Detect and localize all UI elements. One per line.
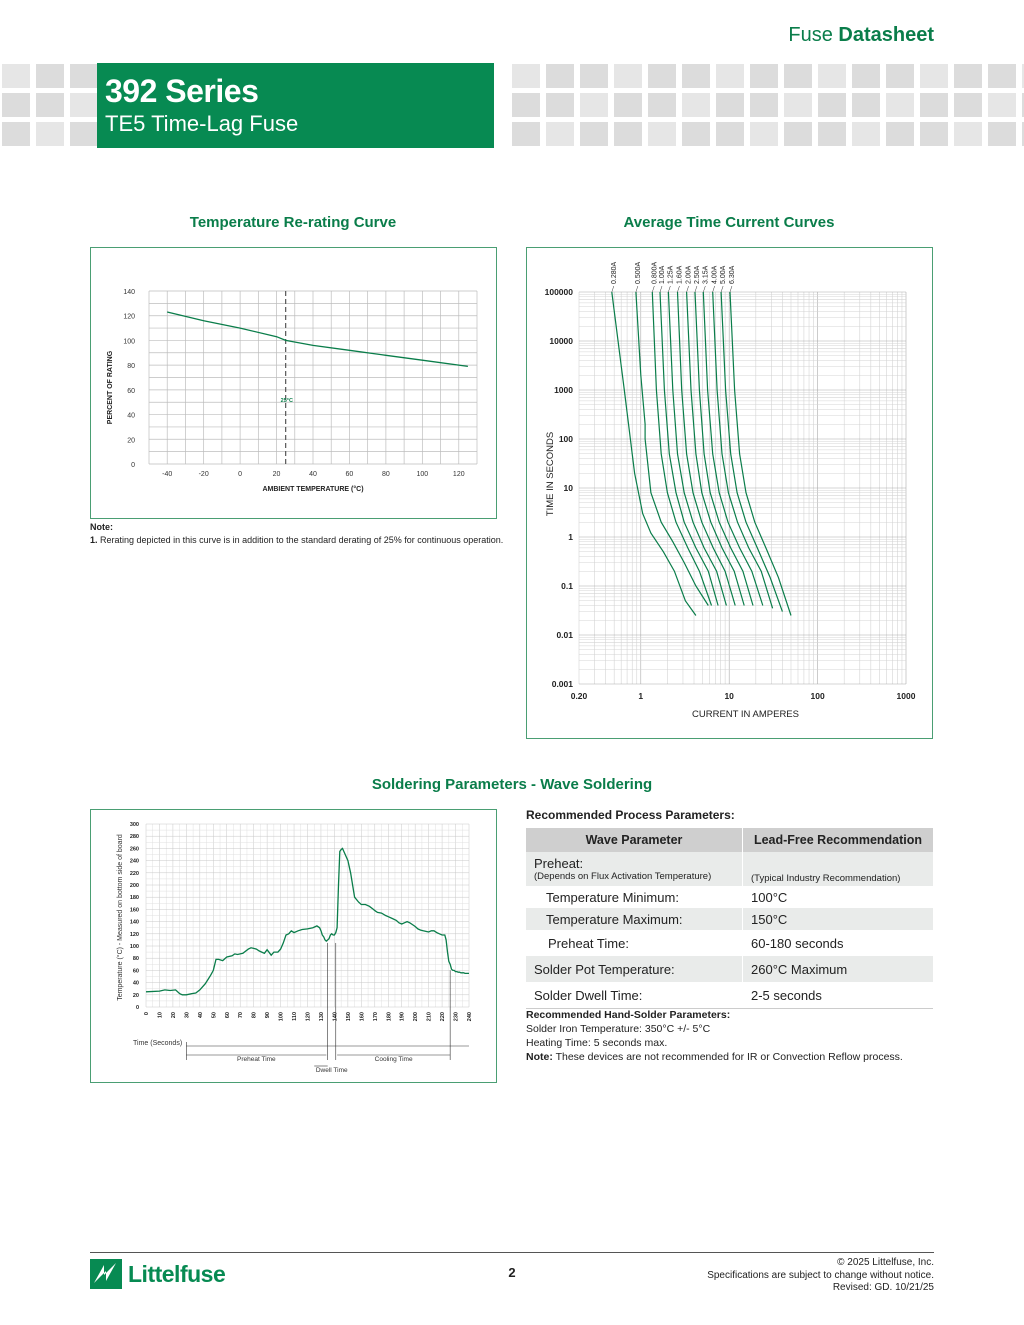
x-tick-label: 70 [238, 1012, 245, 1019]
table-row: Preheat Time: 60-180 seconds [526, 930, 933, 956]
y-tick-label: 100 [129, 944, 139, 950]
header-tile [750, 93, 778, 117]
x-tick-label: 110 [292, 1012, 299, 1021]
page-number: 2 [508, 1265, 516, 1280]
x-tick-label: 120 [452, 471, 465, 478]
note-body: 1. Rerating depicted in this curve is in addition to the standard derating of 25% for continuous operation. [90, 535, 504, 545]
y-axis-label: TIME IN SECONDS [545, 431, 556, 517]
curve-label-leader [668, 286, 670, 292]
x-tick-label: 40 [197, 1012, 204, 1019]
x-tick-label: -20 [198, 471, 209, 478]
header-tile [818, 93, 846, 117]
y-tick-label: 10 [563, 483, 573, 493]
header-tile [750, 64, 778, 88]
rerating-chart [91, 248, 496, 518]
curve-label-leader [660, 286, 662, 292]
x-tick-label: 30 [184, 1012, 191, 1019]
header-tile [682, 64, 710, 88]
x-tick-label: 230 [453, 1012, 460, 1022]
y-tick-label: 280 [129, 834, 139, 841]
header-tile [546, 64, 574, 88]
footer-rule [90, 1252, 934, 1253]
header-tile [920, 122, 948, 146]
curve-label-leader [730, 286, 732, 292]
header-tile [886, 64, 914, 88]
curve-label-leader [703, 286, 705, 292]
y-tick-label: 140 [129, 919, 139, 926]
header-tile [852, 122, 880, 146]
header-tile [716, 64, 744, 88]
curve-label-leader [713, 286, 715, 292]
tcc-panel [526, 247, 933, 739]
series-subtitle: TE5 Time-Lag Fuse [105, 111, 299, 136]
curve-label-leader [695, 286, 697, 292]
x-tick-label: 200 [413, 1012, 420, 1022]
header-tile [886, 93, 914, 117]
header-tile [988, 93, 1016, 117]
header-tile [682, 93, 710, 117]
header-tile [512, 122, 540, 146]
x-tick-label: 120 [305, 1012, 312, 1022]
y-tick-label: 40 [127, 412, 135, 420]
header-tile [2, 64, 30, 88]
tcc-title: Average Time Current Curves [623, 214, 835, 231]
header-tile [580, 93, 608, 117]
y-tick-label: 0 [135, 1005, 139, 1011]
dwell-label: Dwell Time [315, 1067, 348, 1074]
header-tile [818, 64, 846, 88]
y-tick-label: 260 [129, 846, 139, 853]
x-tick-label: 60 [345, 471, 354, 478]
y-tick-label: 60 [132, 968, 139, 975]
header-tile [70, 122, 98, 146]
x-tick-label: 20 [170, 1012, 177, 1019]
series-title-box [97, 63, 494, 148]
y-tick-label: 40 [132, 980, 139, 987]
rerating-title: Temperature Re-rating Curve [189, 214, 397, 231]
header-tile [36, 93, 64, 117]
series-label: 2.00A [685, 265, 693, 284]
x-tick-label: 100 [278, 1012, 285, 1022]
series-label: 1.60A [676, 265, 684, 284]
header-tile [648, 64, 676, 88]
header-tile [954, 64, 982, 88]
hand-line: Solder Iron Temperature: 350°C +/- 5°C [526, 1023, 711, 1035]
x-tick-label: 100 [810, 691, 825, 701]
hand-line: Heating Time: 5 seconds max. [526, 1037, 668, 1049]
series-label: 3.15A [702, 265, 710, 284]
curve-label-leader [721, 286, 723, 292]
header-tile [784, 93, 812, 117]
curve-label-leader [677, 286, 679, 292]
header-tile [614, 64, 642, 88]
hand-heading: Recommended Hand-Solder Parameters: [526, 1009, 731, 1021]
y-axis-label: PERCENT OF RATING [107, 350, 114, 425]
tcc-curve [695, 292, 753, 606]
process-note: Note: These devices are not recommended for IR or Convection Reflow process. [526, 1051, 903, 1063]
y-tick-label: 220 [129, 870, 139, 877]
series-label: 0.800A [651, 261, 659, 284]
x-tick-label: 240 [467, 1012, 473, 1022]
x-tick-label: 10 [157, 1012, 164, 1019]
series-label: 6.30A [728, 265, 736, 284]
x-tick-label: 1 [638, 691, 644, 701]
header-tile [716, 122, 744, 146]
series-label: 0.280A [610, 261, 618, 284]
y-tick-label: 100000 [544, 287, 573, 297]
y-tick-label: 1000 [554, 385, 573, 395]
x-tick-label: 80 [381, 471, 390, 478]
y-tick-label: 200 [129, 883, 139, 889]
footer-legal: © 2025 Littelfuse, Inc. Specifications are subject to change without notice. Revised: GD. 10/21/25 [707, 1257, 934, 1293]
preheat-label: Preheat Time [237, 1056, 276, 1063]
header-tile [750, 122, 778, 146]
x-axis-label: Time (Seconds) [133, 1040, 183, 1047]
y-tick-label: 160 [129, 907, 139, 914]
y-tick-label: 180 [129, 895, 139, 902]
y-tick-label: 100 [558, 434, 573, 444]
y-tick-label: 80 [132, 956, 139, 963]
littelfuse-logo-icon [90, 1259, 122, 1289]
header-tile [920, 64, 948, 88]
x-tick-label: 0 [238, 471, 243, 478]
header-tile [818, 122, 846, 146]
header-tile [682, 122, 710, 146]
x-tick-label: 210 [426, 1012, 433, 1022]
header-tile [988, 64, 1016, 88]
x-axis-label: AMBIENT TEMPERATURE (°C) [262, 486, 364, 493]
y-tick-label: 240 [129, 858, 139, 865]
header-tile [70, 64, 98, 88]
y-tick-label: 0.001 [551, 679, 573, 689]
table-row: Temperature Minimum: 100°C [526, 886, 933, 908]
header-tile [546, 122, 574, 146]
header-tile [784, 64, 812, 88]
header-tile [648, 122, 676, 146]
x-tick-label: 100 [416, 471, 429, 478]
y-tick-label: 300 [129, 822, 139, 828]
series-label: 4.00A [711, 265, 719, 284]
header-tile [988, 122, 1016, 146]
x-tick-label: 220 [440, 1012, 447, 1022]
header-tile [70, 93, 98, 117]
tcc-curve [678, 292, 736, 606]
rerating-note [90, 522, 503, 545]
header-tile [512, 93, 540, 117]
curve-label-leader [612, 286, 614, 292]
col-header-param: Wave Parameter [526, 828, 743, 852]
x-tick-label: 140 [332, 1012, 339, 1022]
y-tick-label: 60 [127, 387, 135, 395]
process-table [526, 828, 933, 1009]
series-title: 392 Series [105, 73, 259, 109]
x-tick-label: 0 [144, 1012, 150, 1016]
header-tile [546, 93, 574, 117]
curve-label-leader [687, 286, 689, 292]
x-tick-label: 20 [272, 471, 281, 478]
cooling-label: Cooling Time [374, 1056, 413, 1063]
header-tile [954, 93, 982, 117]
header-tile [920, 93, 948, 117]
y-tick-label: 120 [123, 313, 135, 321]
header-tile [954, 122, 982, 146]
x-tick-label: 10 [724, 691, 734, 701]
y-tick-label: 0.1 [561, 581, 573, 591]
series-label: 2.50A [693, 265, 701, 284]
soldering-title: Soldering Parameters - Wave Soldering [371, 776, 653, 793]
doc-type: Fuse Datasheet [788, 24, 934, 46]
series-label: 1.25A [667, 265, 675, 284]
y-tick-label: 100 [123, 338, 135, 346]
x-tick-label: 130 [318, 1012, 325, 1022]
y-tick-label: 0.01 [556, 630, 573, 640]
littelfuse-logo [90, 1259, 226, 1289]
table-row: Preheat: (Depends on Flux Activation Temperature) (Typical Industry Recommendation) [526, 852, 933, 886]
header-tile [852, 64, 880, 88]
y-tick-label: 20 [132, 992, 139, 999]
header-tile [852, 93, 880, 117]
x-tick-label: 150 [345, 1012, 352, 1022]
rerating-curve [167, 312, 468, 366]
x-axis-label: CURRENT IN AMPERES [692, 709, 799, 720]
rerating-panel [90, 247, 497, 519]
header-tile [36, 64, 64, 88]
table-row: Temperature Maximum: 150°C [526, 908, 933, 930]
header-tile [886, 122, 914, 146]
x-tick-label: 50 [211, 1012, 218, 1019]
x-tick-label: 0.20 [570, 691, 588, 701]
y-tick-label: 1 [568, 532, 573, 542]
process-heading: Recommended Process Parameters: [526, 808, 735, 822]
col-header-value: Lead-Free Recommendation [743, 828, 934, 852]
header-tile [580, 64, 608, 88]
tcc-chart [527, 248, 932, 738]
header-tile [580, 122, 608, 146]
marker-25c-label: 25°C [280, 398, 293, 405]
table-row: Solder Pot Temperature: 260°C Maximum [526, 956, 933, 982]
curve-label-leader [652, 286, 654, 292]
x-tick-label: -40 [162, 471, 173, 478]
header-tile [36, 122, 64, 146]
x-tick-label: 160 [359, 1012, 366, 1022]
x-tick-label: 80 [251, 1012, 258, 1019]
x-tick-label: 180 [386, 1012, 393, 1022]
series-label: 0.500A [634, 261, 642, 284]
series-label: 5.00A [720, 265, 728, 284]
soldering-chart [91, 810, 496, 1082]
x-tick-label: 190 [399, 1012, 406, 1022]
y-tick-label: 120 [129, 931, 139, 938]
header-tile [512, 64, 540, 88]
hand-solder-block [526, 1008, 903, 1064]
y-tick-label: 10000 [549, 336, 573, 346]
note-label: Note: [90, 522, 113, 532]
x-tick-label: 60 [224, 1012, 231, 1019]
header-tile [2, 122, 30, 146]
y-tick-label: 20 [127, 437, 135, 445]
header-tile [648, 93, 676, 117]
x-tick-label: 90 [265, 1012, 272, 1019]
header-tile [614, 93, 642, 117]
curve-label-leader [636, 286, 638, 292]
y-tick-label: 140 [123, 289, 135, 296]
y-axis-label: Temperature (°C) - Measured on bottom side of board [117, 834, 124, 1001]
x-tick-label: 1000 [896, 691, 916, 701]
brand-name: Littelfuse [128, 1261, 226, 1287]
table-row: Solder Dwell Time: 2-5 seconds [526, 982, 933, 1009]
header-tile [784, 122, 812, 146]
y-tick-label: 0 [131, 462, 135, 469]
x-tick-label: 40 [309, 471, 317, 478]
soldering-panel [90, 809, 497, 1083]
x-tick-label: 170 [372, 1012, 379, 1022]
header-tile [2, 93, 30, 117]
y-tick-label: 80 [127, 363, 135, 371]
series-label: 1.00A [659, 265, 667, 284]
header-tile [614, 122, 642, 146]
header-tile [716, 93, 744, 117]
